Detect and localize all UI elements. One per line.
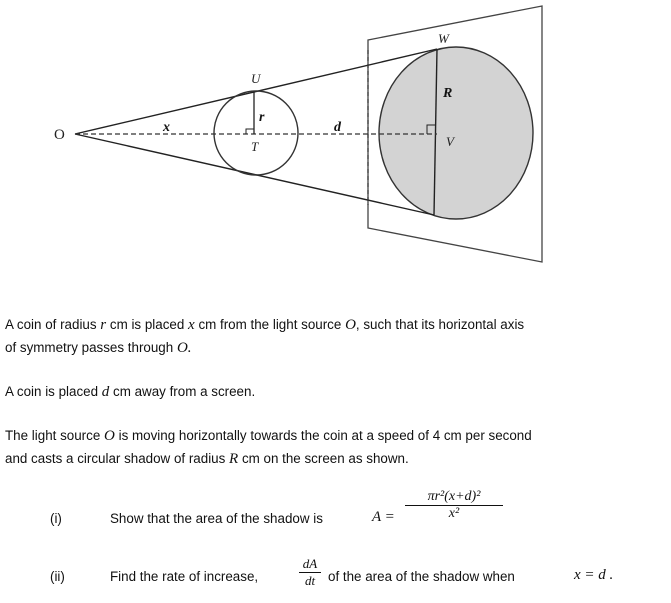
paragraph-3-line-2 xyxy=(5,451,409,468)
text: of symmetry passes through xyxy=(5,340,174,355)
numerator: dA xyxy=(302,556,318,571)
text: A coin of radius xyxy=(5,317,97,332)
question-number: (ii) xyxy=(50,569,65,584)
text: cm away from a screen. xyxy=(113,384,256,399)
var-O: O xyxy=(104,428,115,444)
paragraph-3-line-1 xyxy=(5,428,532,445)
text: is moving horizontally towards the coin at a speed of 4 cm per second xyxy=(118,428,532,443)
paragraph-1-line-1 xyxy=(5,317,524,334)
var-O: O. xyxy=(176,340,192,356)
shadow-circle xyxy=(379,47,533,219)
var-x: x xyxy=(188,317,195,333)
label-O: O xyxy=(54,127,65,143)
label-d: d xyxy=(334,120,341,135)
condition: x = d . xyxy=(574,567,614,583)
label-V: V xyxy=(446,134,454,149)
paragraph-2 xyxy=(5,384,255,401)
var-O: O xyxy=(345,317,356,333)
text: cm on the screen as shown. xyxy=(241,451,409,466)
var-d: d xyxy=(101,384,110,400)
question-text: Show that the area of the shadow is xyxy=(110,511,323,526)
formula-lhs: A = xyxy=(372,509,395,525)
var-r: r xyxy=(100,317,107,333)
paragraph-1-line-2 xyxy=(5,340,192,357)
text: The light source xyxy=(5,428,101,443)
denominator: x² xyxy=(405,505,503,522)
label-T: T xyxy=(251,139,259,154)
question-text: Find the rate of increase, xyxy=(110,569,259,584)
right-angle-coin xyxy=(246,129,254,134)
numerator: πr²(x+d)² xyxy=(427,489,481,504)
denominator: dt xyxy=(299,572,321,589)
text: A coin is placed xyxy=(5,384,99,399)
text: cm from the light source xyxy=(198,317,342,332)
label-W: W xyxy=(438,31,449,46)
formula-fraction xyxy=(405,489,503,522)
var-R: R xyxy=(229,451,239,467)
derivative-fraction xyxy=(299,556,321,589)
text: cm is placed xyxy=(109,317,185,332)
coin-shadow-diagram xyxy=(0,0,671,300)
text: , such that its horizontal axis xyxy=(355,317,525,332)
label-r: r xyxy=(259,110,265,125)
label-U: U xyxy=(251,71,261,86)
label-R: R xyxy=(443,86,453,101)
text: and casts a circular shadow of radius xyxy=(5,451,226,466)
question-text-2: of the area of the shadow when xyxy=(328,569,515,584)
label-x: x xyxy=(163,120,170,135)
coin xyxy=(214,91,298,175)
question-number: (i) xyxy=(50,511,62,526)
